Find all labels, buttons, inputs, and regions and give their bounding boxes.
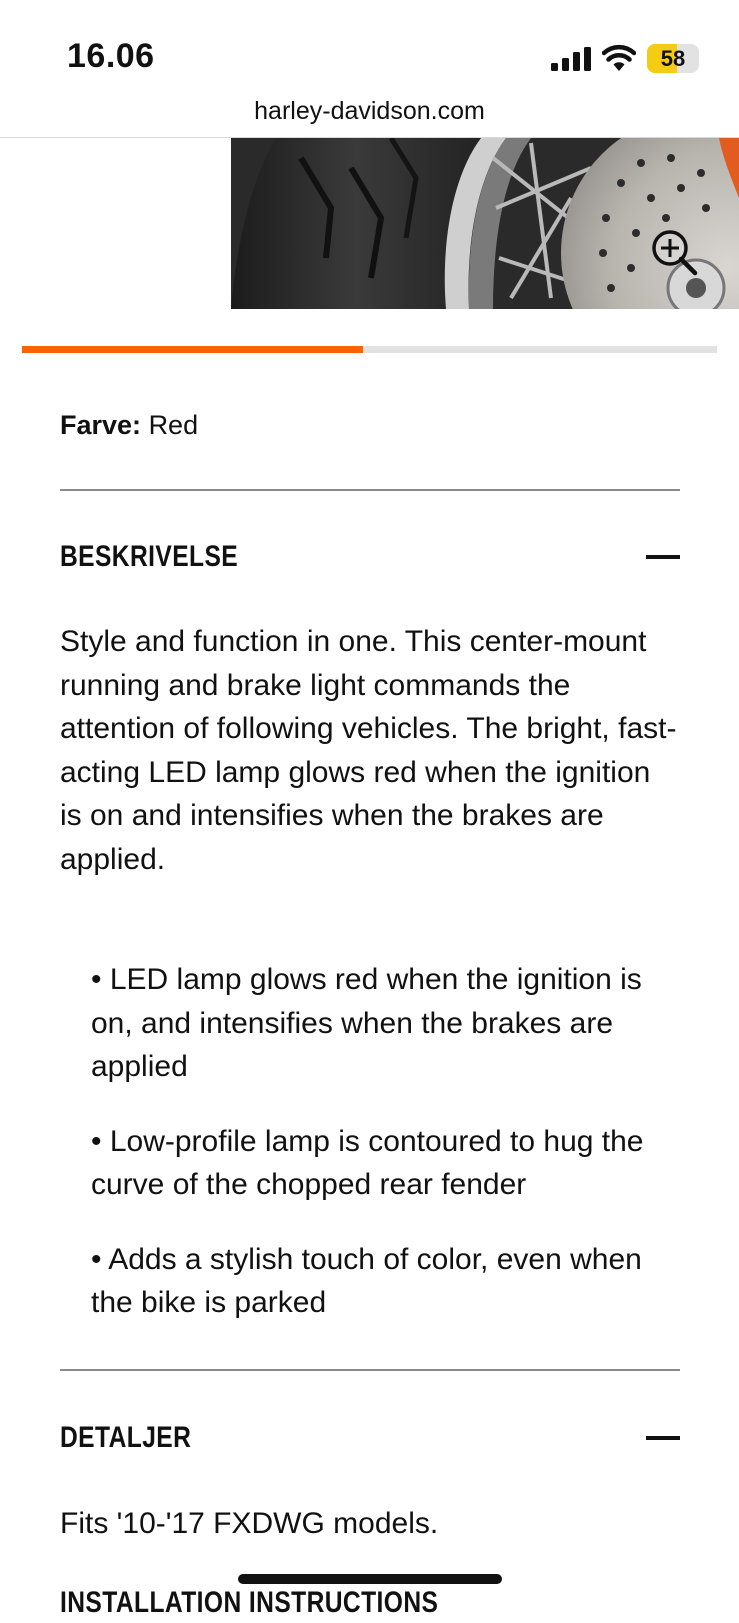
status-time: 16.06	[67, 37, 155, 75]
details-section-header[interactable]	[60, 1418, 680, 1458]
list-item: • Low-profile lamp is contoured to hug the curve of the chopped rear fender	[91, 1120, 691, 1207]
details-fitment-text: Fits '10-'17 FXDWG models.	[60, 1507, 439, 1540]
gallery-progress-bar	[22, 346, 717, 353]
collapse-minus-icon[interactable]	[646, 1436, 680, 1440]
description-section-title: BESKRIVELSE	[60, 540, 239, 573]
product-image-graphic	[231, 138, 739, 309]
url-text: harley-davidson.com	[254, 97, 485, 125]
color-label: Farve:	[60, 410, 142, 440]
zoom-in-icon[interactable]	[650, 228, 698, 276]
battery-icon	[647, 44, 699, 73]
collapse-minus-icon[interactable]	[646, 555, 680, 559]
list-item: • LED lamp glows red when the ignition is on, and intensifies when the brakes are applied	[91, 958, 691, 1089]
status-bar	[0, 0, 739, 95]
battery-level-text: 58	[660, 46, 686, 71]
feature-list	[91, 958, 691, 1356]
home-indicator[interactable]	[238, 1574, 502, 1584]
color-value: Red	[148, 410, 199, 440]
gallery-progress-fill	[22, 346, 363, 353]
color-selection	[60, 405, 680, 445]
wifi-icon	[602, 44, 636, 72]
divider	[60, 489, 680, 491]
divider	[60, 1369, 680, 1371]
description-text: Style and function in one. This center-mount running and brake light commands the attention of following vehicles. The bright, fast-acting LED lamp glows red when the ignition is on and intensifies when the brakes are applied.	[60, 625, 677, 876]
product-image[interactable]	[231, 138, 739, 309]
details-section-title: DETALJER	[60, 1421, 192, 1454]
browser-url-bar[interactable]	[0, 95, 739, 138]
list-item: • Adds a stylish touch of color, even when the bike is parked	[91, 1238, 691, 1325]
installation-instructions-heading[interactable]: INSTALLATION INSTRUCTIONS	[60, 1586, 439, 1619]
description-section-header[interactable]	[60, 537, 680, 577]
cellular-signal-icon	[551, 47, 591, 71]
